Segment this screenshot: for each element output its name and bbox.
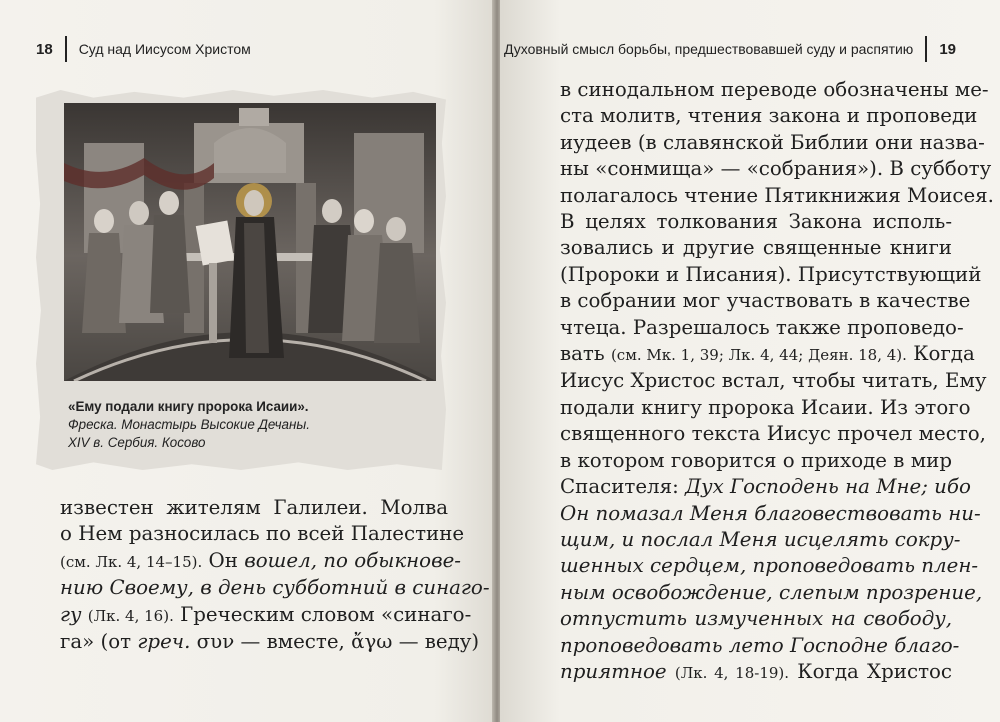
text-segment: Он <box>202 548 245 572</box>
italic-quote: шенных сердцем, проповедовать плен- <box>560 554 979 578</box>
text-segment: о Нем разносилась по всей Палестине <box>60 522 465 546</box>
text-line <box>560 235 952 261</box>
body-text-right <box>560 77 994 686</box>
text-segment: Иисус Христос встал, чтобы читать, Ему <box>560 369 987 393</box>
text-segment: в синодальном переводе обозначены ме- <box>560 78 989 101</box>
running-header-right <box>504 36 956 62</box>
text-segment: συν — вместе, ἄγω — веду) <box>190 630 480 654</box>
text-line <box>560 130 985 156</box>
italic-quote: приятное <box>560 659 667 683</box>
text-line <box>560 606 952 632</box>
text-line <box>60 629 480 655</box>
italic-quote: щим, и послал Меня исцелять сокру- <box>560 527 961 551</box>
italic-quote: гу <box>60 602 82 626</box>
caption-line: XIV в. Сербия. Косово <box>68 435 206 450</box>
body-text-left <box>60 495 490 655</box>
scripture-reference: (см. Лк. 4, 14–15). <box>60 552 203 571</box>
text-line <box>560 209 952 235</box>
text-line <box>560 315 964 341</box>
text-segment: Греческим словом «синаго- <box>173 602 472 626</box>
text-line <box>560 288 971 314</box>
text-segment: чтеца. Разрешалось также проповедо- <box>560 315 964 339</box>
text-segment: Спасителя: <box>560 475 686 499</box>
text-line <box>560 527 961 553</box>
text-line <box>560 421 986 447</box>
text-segment: полагалось чтение Пятикнижия Моисея. <box>560 183 994 207</box>
text-line <box>560 633 960 659</box>
text-segment: священного текста Иисус прочел место, <box>560 422 986 446</box>
text-line <box>560 262 982 288</box>
text-line <box>560 553 979 579</box>
text-line <box>560 580 983 606</box>
running-head-right: Духовный смысл борьбы, предшествовавшей суду и распятию <box>503 41 914 57</box>
text-line <box>560 156 992 182</box>
text-segment: подали книгу пророка Исаии. Из этого <box>560 395 971 419</box>
caption-title: «Ему подали книгу пророка Исаии». <box>68 399 309 414</box>
italic-quote: отпустить измученных на свободу, <box>560 607 952 631</box>
header-divider <box>925 36 927 62</box>
running-head-left: Суд над Иисусом Христом <box>78 41 251 57</box>
text-line <box>560 659 952 686</box>
text-segment: га» (от <box>60 630 138 654</box>
scripture-reference: (см. Мк. 1, 39; Лк. 4, 44; Деян. 18, 4). <box>610 346 907 365</box>
text-segment: вать <box>560 342 611 366</box>
caption-line: Фреска. Монастырь Высокие Дечаны. <box>68 417 310 432</box>
text-segment: зовались и другие священные книги <box>560 236 952 260</box>
text-segment: Когда Христос <box>789 659 952 683</box>
running-header-left <box>36 36 251 62</box>
italic-quote: Дух Господень на Мне; ибо <box>685 475 971 499</box>
italic-quote: проповедовать лето Господне благо- <box>560 633 960 657</box>
left-page <box>0 0 494 722</box>
text-line <box>560 103 978 129</box>
right-page <box>500 0 1000 722</box>
text-line <box>60 495 448 521</box>
text-line <box>560 341 975 368</box>
scripture-reference: (Лк. 4, 18-19). <box>674 663 790 682</box>
text-line <box>60 602 472 629</box>
italic-quote: греч. <box>137 630 191 654</box>
page-number-right: 19 <box>939 40 956 58</box>
text-segment: (Пророки и Писания). Присутствующий <box>560 262 982 286</box>
text-segment: в собрании мог участвовать в качестве <box>560 289 971 313</box>
fresco-image <box>64 103 436 381</box>
figure-caption <box>68 398 428 452</box>
text-line <box>560 474 971 500</box>
text-line <box>560 77 989 103</box>
italic-quote: нию Своему, в день субботний в синаго- <box>60 576 490 600</box>
header-divider <box>65 36 67 62</box>
fresco-drawing <box>64 103 436 381</box>
text-segment: в котором говорится о приходе в мир <box>560 448 952 472</box>
italic-quote: Он помазал Меня благовествовать ни- <box>560 501 981 525</box>
text-line <box>60 548 461 575</box>
text-segment: известен жителям Галилеи. Молва <box>60 496 448 519</box>
text-segment: ны «сонмища» — «собрания»). В субботу <box>560 157 992 181</box>
italic-quote: ным освобождение, слепым прозрение, <box>560 580 983 604</box>
scripture-reference: (Лк. 4, 16). <box>87 606 174 625</box>
italic-quote: вошел, по обыкнове- <box>244 548 461 572</box>
text-line <box>560 395 971 421</box>
text-line <box>560 368 987 394</box>
text-segment: ста молитв, чтения закона и проповеди <box>560 104 978 128</box>
text-segment: иудеев (в славянской Библии они назва- <box>560 130 985 154</box>
text-line <box>60 575 490 601</box>
text-line <box>60 521 465 547</box>
page-number-left: 18 <box>36 40 53 58</box>
text-segment: Когда <box>906 342 975 366</box>
text-line <box>560 448 952 474</box>
text-line <box>560 501 981 527</box>
text-segment <box>667 660 675 683</box>
text-segment: В целях толкования Закона исполь- <box>560 210 952 234</box>
text-line <box>560 183 994 209</box>
